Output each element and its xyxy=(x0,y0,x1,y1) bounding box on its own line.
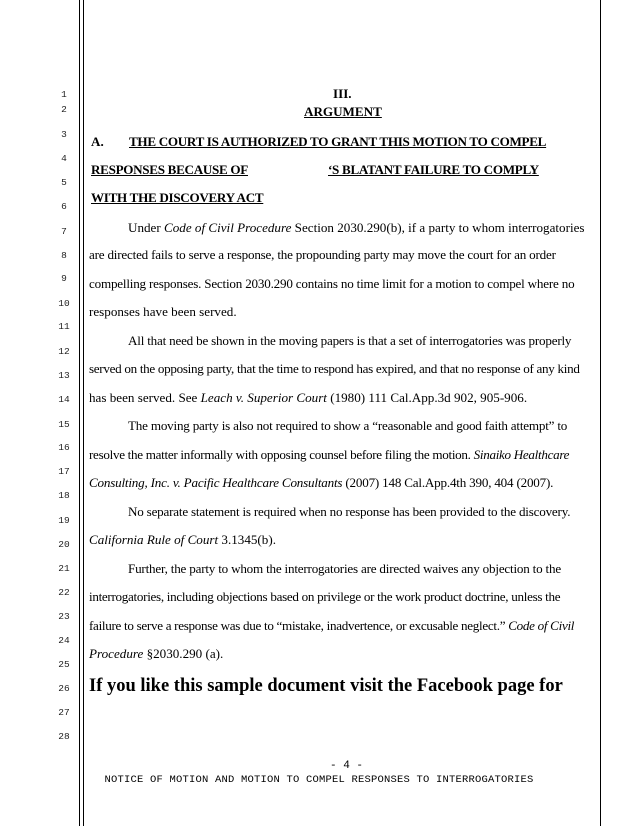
line-number: 25 xyxy=(58,659,70,670)
line-number: 21 xyxy=(58,563,70,574)
line-number: 12 xyxy=(58,346,70,357)
subsection-heading-line2 xyxy=(91,162,539,178)
subsection-label: A. xyxy=(91,134,104,149)
citation: Code of Civil Procedure xyxy=(164,220,292,235)
subsection-heading-line2-end: ‘S BLATANT FAILURE TO COMPLY xyxy=(328,162,539,177)
line-number: 19 xyxy=(58,515,70,526)
citation: Sinaiko Healthcare xyxy=(473,447,570,462)
subsection-heading-line2-start: RESPONSES BECAUSE OF xyxy=(91,162,248,177)
subsection-heading-line1: THE COURT IS AUTHORIZED TO GRANT THIS MOTION TO COMPEL xyxy=(129,134,547,149)
line-number: 5 xyxy=(61,177,67,188)
line-number: 27 xyxy=(58,707,70,718)
text: has been served. See xyxy=(89,390,201,405)
line-number: 13 xyxy=(58,370,70,381)
citation: Consulting, Inc. v. Pacific Healthcare Consultants xyxy=(89,475,343,490)
line-number: 24 xyxy=(58,635,70,646)
line-number: 4 xyxy=(61,153,67,164)
line-number: 22 xyxy=(58,587,70,598)
body-line xyxy=(89,646,223,662)
body-line: The moving party is also not required to show a “reasonable and good faith attempt” to xyxy=(128,418,568,433)
text: 3.1345(b). xyxy=(218,532,276,547)
citation: California Rule of Court xyxy=(89,532,219,547)
left-margin-rule-inner xyxy=(83,0,84,826)
body-line: No separate statement is required when no response has been provided to the discovery. xyxy=(128,504,571,519)
line-number: 1 xyxy=(61,89,67,100)
line-number: 10 xyxy=(58,298,70,309)
citation: Leach v. Superior Court xyxy=(200,390,327,405)
line-number: 17 xyxy=(58,466,70,477)
line-number: 9 xyxy=(61,273,67,284)
text: Section 2030.290(b), if a party to whom interrogatories xyxy=(291,220,585,235)
body-line: responses have been served. xyxy=(89,304,237,319)
body-line: Further, the party to whom the interrogatories are directed waives any objection to the xyxy=(128,561,561,576)
body-line xyxy=(128,220,585,236)
body-line: All that need be shown in the moving papers is that a set of interrogatories was properly xyxy=(128,333,572,348)
footer-title: NOTICE OF MOTION AND MOTION TO COMPEL RESPONSES TO INTERROGATORIES xyxy=(104,774,534,786)
text: Under xyxy=(128,220,164,235)
left-margin-rule-outer xyxy=(79,0,80,826)
text: failure to serve a response was due to “mistake, inadvertence, or excusable neglect.” xyxy=(89,618,509,633)
line-number: 2 xyxy=(61,104,67,115)
citation: Code of Civil xyxy=(508,618,575,633)
body-line xyxy=(89,475,553,491)
body-line xyxy=(89,390,527,406)
text: resolve the matter informally with opposing counsel before filing the motion. xyxy=(89,447,474,462)
line-number: 14 xyxy=(58,394,70,405)
line-number: 18 xyxy=(58,490,70,501)
line-number: 11 xyxy=(58,321,70,332)
line-number: 3 xyxy=(61,129,67,140)
text: (2007) 148 Cal.App.4th 390, 404 (2007). xyxy=(342,475,554,490)
line-number: 26 xyxy=(58,683,70,694)
line-number: 7 xyxy=(61,226,67,237)
line-number: 23 xyxy=(58,611,70,622)
body-line: are directed fails to serve a response, the propounding party may move the court for an order xyxy=(89,247,556,262)
body-line xyxy=(89,532,276,548)
text: (1980) 111 Cal.App.3d 902, 905-906. xyxy=(326,390,528,405)
promo-text: If you like this sample document visit the Facebook page for xyxy=(89,676,563,696)
line-number: 6 xyxy=(61,201,67,212)
page-number: - 4 - xyxy=(330,760,364,772)
citation: Procedure xyxy=(89,646,144,661)
body-line: interrogatories, including objections based on privilege or the work product doctrine, unless the xyxy=(89,589,561,604)
section-number: III. xyxy=(333,86,352,101)
line-number: 20 xyxy=(58,539,70,550)
body-line: compelling responses. Section 2030.290 contains no time limit for a motion to compel where no xyxy=(89,276,575,291)
text: §2030.290 (a). xyxy=(143,646,224,661)
line-number: 15 xyxy=(58,419,70,430)
body-line xyxy=(89,447,569,463)
line-number: 28 xyxy=(58,731,70,742)
line-number: 16 xyxy=(58,442,70,453)
subsection-heading-line3: WITH THE DISCOVERY ACT xyxy=(91,190,264,205)
line-number: 8 xyxy=(61,250,67,261)
body-line: served on the opposing party, that the time to respond has expired, and that no response of any kind xyxy=(89,361,580,376)
section-heading: ARGUMENT xyxy=(304,104,382,119)
right-margin-rule xyxy=(600,0,601,826)
body-line xyxy=(89,618,574,634)
